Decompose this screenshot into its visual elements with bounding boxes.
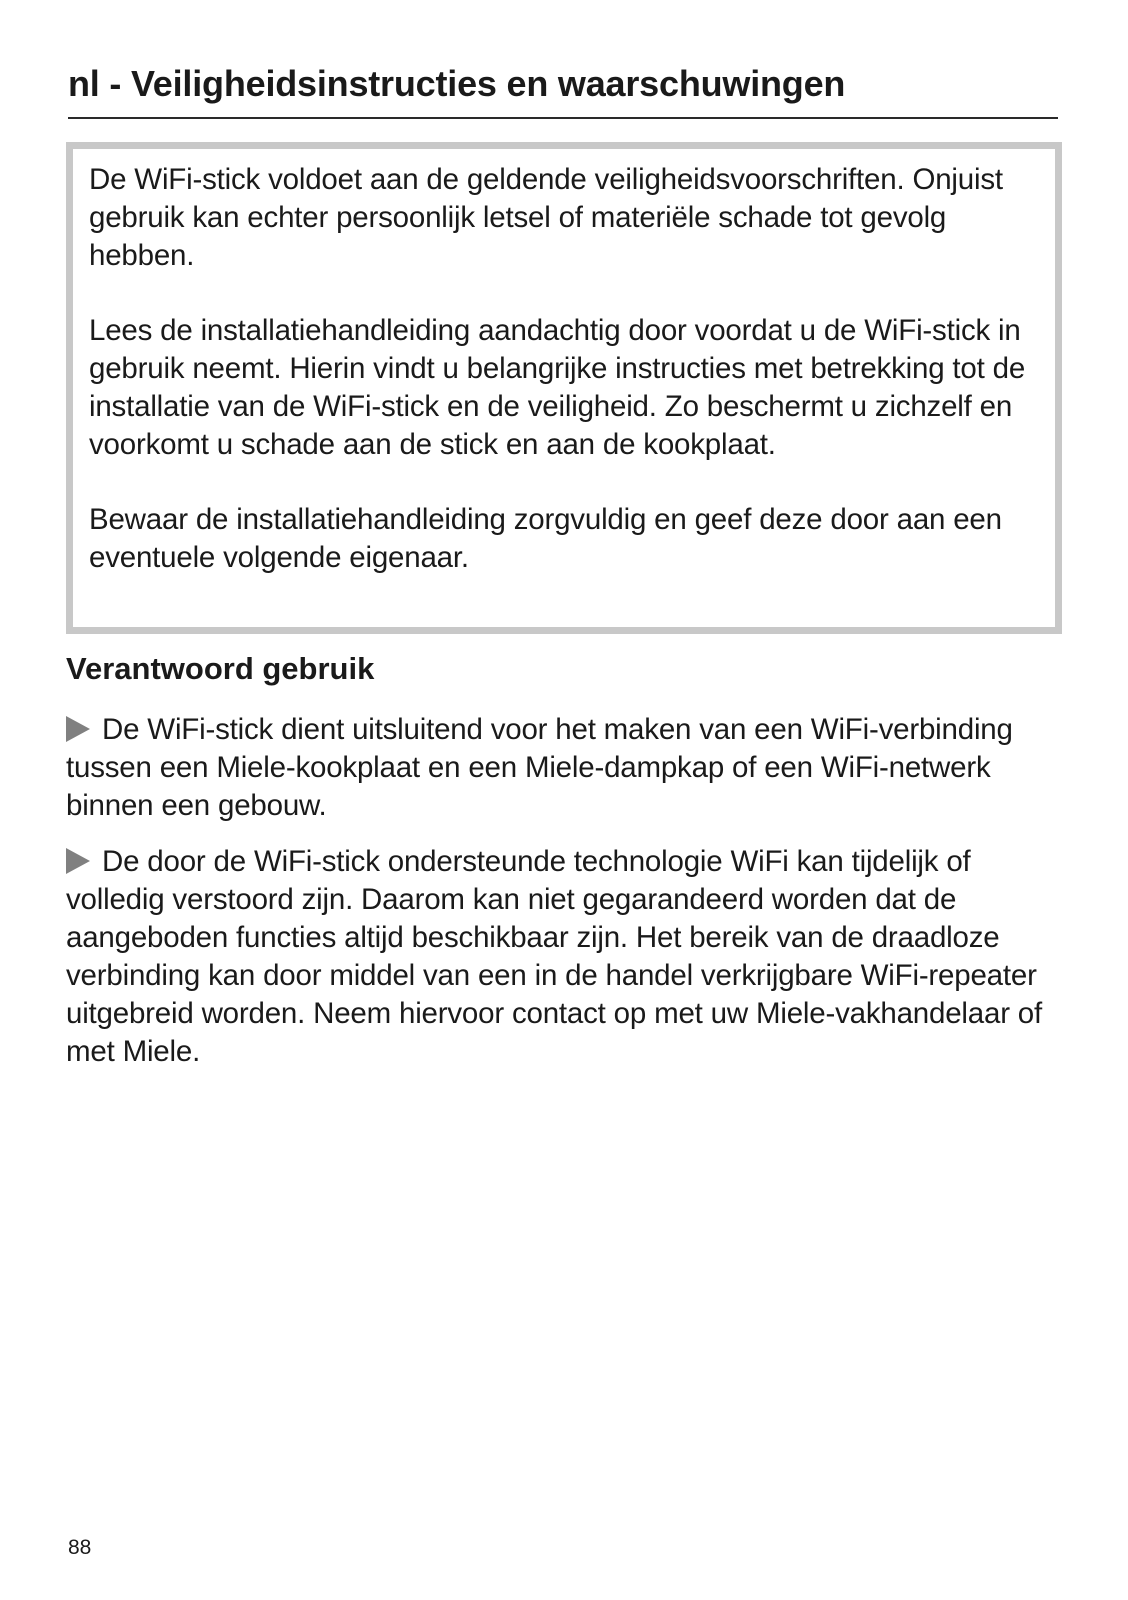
warning-paragraph: Bewaar de installatiehandleiding zorgvuldig en geef deze door aan een eventuele volgende eigenaar. [89,503,1002,574]
section-heading: Verantwoord gebruik [66,651,375,686]
triangle-bullet-icon [66,848,90,874]
list-item [66,843,1066,1071]
safety-warning-box [66,142,1062,634]
list-item-text: De WiFi-stick dient uitsluitend voor het maken van een WiFi-verbinding tussen een Miele-kookplaat en een Miele-dampkap of een WiFi-netwerk binnen een gebouw. [66,713,1013,822]
list-item-text: De door de WiFi-stick ondersteunde technologie WiFi kan tijdelijk of volledig verstoord zijn. Daarom kan niet gegarandeerd worden dat de aangeboden functies altijd beschikbaar zijn. Het bereik van de draadloze verbinding kan door middel van een in de handel verkrijgbare WiFi-repeater uitgebreid worden. Neem hiervoor contact op met uw Miele-vakhandelaar of met Miele. [66,845,1043,1068]
warning-paragraph: De WiFi-stick voldoet aan de geldende veiligheidsvoorschriften. Onjuist gebruik kan echter persoonlijk letsel of materiële schade tot gevolg hebben. [89,163,1003,272]
warning-paragraph: Lees de installatiehandleiding aandachtig door voordat u de WiFi-stick in gebruik neemt. Hierin vindt u belangrijke instructies met betrekking tot de installatie van de WiFi-stick en de veiligheid. Zo beschermt u zichzelf en voorkomt u schade aan de stick en aan de kookplaat. [89,314,1026,461]
page-title: nl - Veiligheidsinstructies en waarschuwingen [68,63,846,104]
triangle-bullet-icon [66,716,90,742]
page-number: 88 [68,1536,92,1559]
usage-list [66,711,1066,1089]
title-divider [68,117,1058,119]
list-item [66,711,1066,825]
